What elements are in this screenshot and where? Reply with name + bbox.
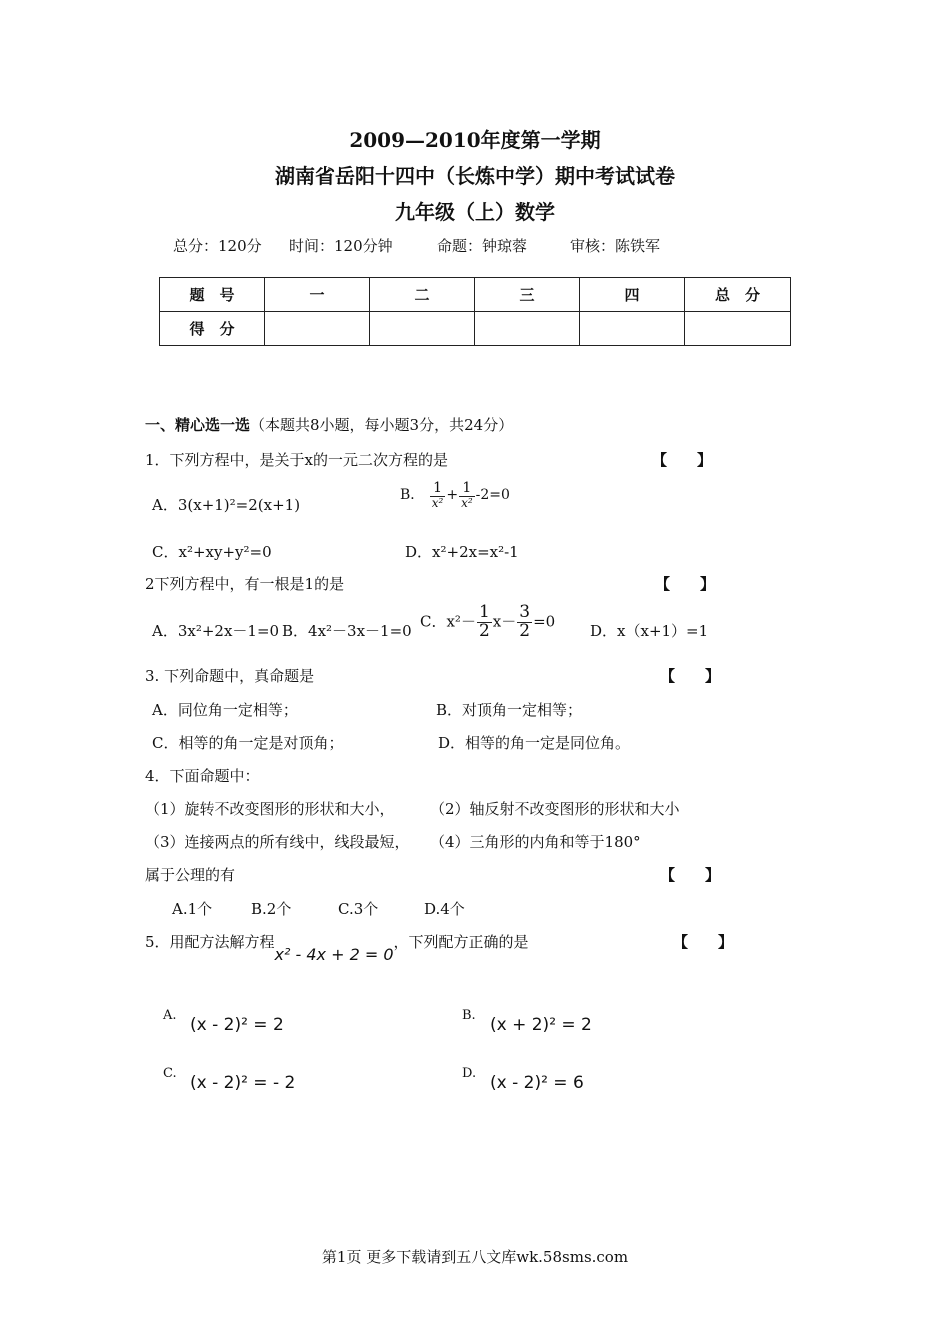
- section1-note: （本题共8小题，每小题3分，共24分）: [250, 416, 514, 434]
- q4-stem: 4．下面命题中：: [145, 767, 260, 785]
- q1-b-tail: -2=0: [475, 487, 510, 504]
- q5-d-equation: (x - 2)² = 6: [490, 1073, 584, 1093]
- section1-title: 一、精心选一选: [145, 416, 251, 434]
- score-table-header: 三: [475, 278, 580, 312]
- q2-c-mid: x－: [492, 612, 517, 631]
- q4-question: 属于公理的有: [145, 866, 236, 884]
- time-info: 时间：120分钟: [289, 237, 393, 255]
- q1-b-label: B．: [400, 487, 425, 504]
- q2-option-d: D．x（x+1）=1: [590, 622, 709, 640]
- q5-b-equation: (x + 2)² = 2: [490, 1015, 592, 1035]
- q1-c-text: x²+xy+y²=0: [178, 543, 272, 561]
- q2-stem: 2下列方程中，有一根是1的是: [145, 575, 345, 593]
- q3-answer-bracket: 【 】: [660, 667, 721, 685]
- q5-a-label: A.: [163, 1008, 177, 1023]
- q2-option-c: [420, 604, 555, 641]
- score-table-header-row: [160, 278, 791, 312]
- q3-option-a: A．同位角一定相等；: [152, 701, 298, 719]
- q4-option-a: A.1个: [172, 900, 213, 918]
- q5-stem: [145, 931, 529, 964]
- q2-c-num-2: 3: [519, 602, 531, 622]
- q2-c-tail: =0: [533, 612, 556, 631]
- q1-a-text: 3(x+1)²=2(x+1): [177, 496, 301, 514]
- reviewer-info: 审核：陈铁军: [570, 237, 661, 255]
- q1-option-d: [405, 541, 519, 562]
- q1-stem: 1．下列方程中，是关于x的一元二次方程的是: [145, 451, 449, 469]
- q4-item-2: （2）轴反射不改变图形的形状和大小: [430, 800, 680, 818]
- q5-d-label: D.: [462, 1066, 477, 1081]
- q4-item-3: （3）连接两点的所有线中，线段最短，: [145, 833, 410, 851]
- score-cell: [265, 312, 370, 346]
- q3-stem: 3. 下列命题中，真命题是: [145, 667, 315, 685]
- q1-b-num-1: 1: [430, 481, 446, 497]
- q1-c-label: C．: [152, 543, 179, 561]
- score-table-header: 四: [580, 278, 685, 312]
- q1-option-b: [400, 481, 510, 509]
- q1-d-label: D．: [405, 543, 433, 561]
- q3-option-d: D．相等的角一定是同位角。: [438, 734, 631, 752]
- q4-option-d: D.4个: [424, 900, 465, 918]
- q4-answer-bracket: 【 】: [660, 866, 721, 884]
- score-cell: [685, 312, 791, 346]
- q4-option-b: B.2个: [251, 900, 292, 918]
- author-info: 命题：钟琼蓉: [437, 237, 528, 255]
- q1-option-a: [152, 494, 300, 515]
- q2-c-fraction-1: [477, 604, 492, 641]
- q1-b-plus: +: [446, 487, 459, 504]
- q5-a-equation: (x - 2)² = 2: [190, 1015, 284, 1035]
- q1-b-num-2: 1: [459, 481, 475, 497]
- q5-stem-post: ，下列配方正确的是: [393, 933, 529, 951]
- q5-c-equation: (x - 2)² = - 2: [190, 1073, 296, 1093]
- q5-b-label: B.: [462, 1008, 476, 1023]
- exam-subject: 九年级（上）数学: [395, 200, 555, 224]
- score-row-label: 得 分: [160, 312, 265, 346]
- q2-c-den-1: 2: [478, 620, 490, 641]
- score-table-header: 二: [370, 278, 475, 312]
- q3-option-b: B．对顶角一定相等；: [436, 701, 583, 719]
- q3-option-c: C．相等的角一定是对顶角；: [152, 734, 344, 752]
- q2-c-pre: C．x²－: [420, 612, 476, 631]
- score-cell: [475, 312, 580, 346]
- q2-c-fraction-2: [517, 604, 532, 641]
- score-table-header: 总 分: [685, 278, 791, 312]
- q1-b-fraction-2: [459, 481, 475, 509]
- q1-a-label: A．: [152, 496, 178, 514]
- q2-c-den-2: 2: [519, 620, 531, 641]
- score-cell: [580, 312, 685, 346]
- q1-answer-bracket: 【 】: [652, 451, 713, 469]
- exam-year-term: 2009—2010年度第一学期: [349, 128, 601, 152]
- q1-option-c: [152, 541, 272, 562]
- q1-b-fraction-1: [430, 481, 446, 509]
- q2-c-num-1: 1: [478, 602, 490, 622]
- q2-option-a: A．3x²+2x－1=0: [152, 622, 280, 640]
- q2-option-b: B．4x²－3x－1=0: [282, 622, 412, 640]
- score-table-header: 题 号: [160, 278, 265, 312]
- score-cell: [370, 312, 475, 346]
- exam-school-title: 湖南省岳阳十四中（长炼中学）期中考试试卷: [275, 164, 675, 188]
- q4-item-4: （4）三角形的内角和等于180°: [430, 833, 641, 851]
- q2-answer-bracket: 【 】: [655, 575, 716, 593]
- q4-item-1: （1）旋转不改变图形的形状和大小，: [145, 800, 395, 818]
- q1-b-den-2: x²: [461, 495, 473, 510]
- q4-option-c: C.3个: [338, 900, 379, 918]
- q5-stem-pre: 5．用配方法解方程: [145, 933, 275, 951]
- q1-d-text: x²+2x=x²-1: [432, 543, 519, 561]
- score-table: [159, 277, 791, 346]
- total-score-info: 总分：120分: [173, 237, 262, 255]
- q5-answer-bracket: 【 】: [673, 933, 734, 951]
- score-table-header: 一: [265, 278, 370, 312]
- q5-equation: x² - 4x + 2 = 0: [274, 945, 394, 964]
- section1-heading: [145, 414, 513, 435]
- q1-b-den-1: x²: [431, 495, 444, 510]
- q5-c-label: C.: [163, 1066, 177, 1081]
- score-table-score-row: [160, 312, 791, 346]
- page-footer: 第1页 更多下载请到五八文库wk.58sms.com: [321, 1248, 629, 1266]
